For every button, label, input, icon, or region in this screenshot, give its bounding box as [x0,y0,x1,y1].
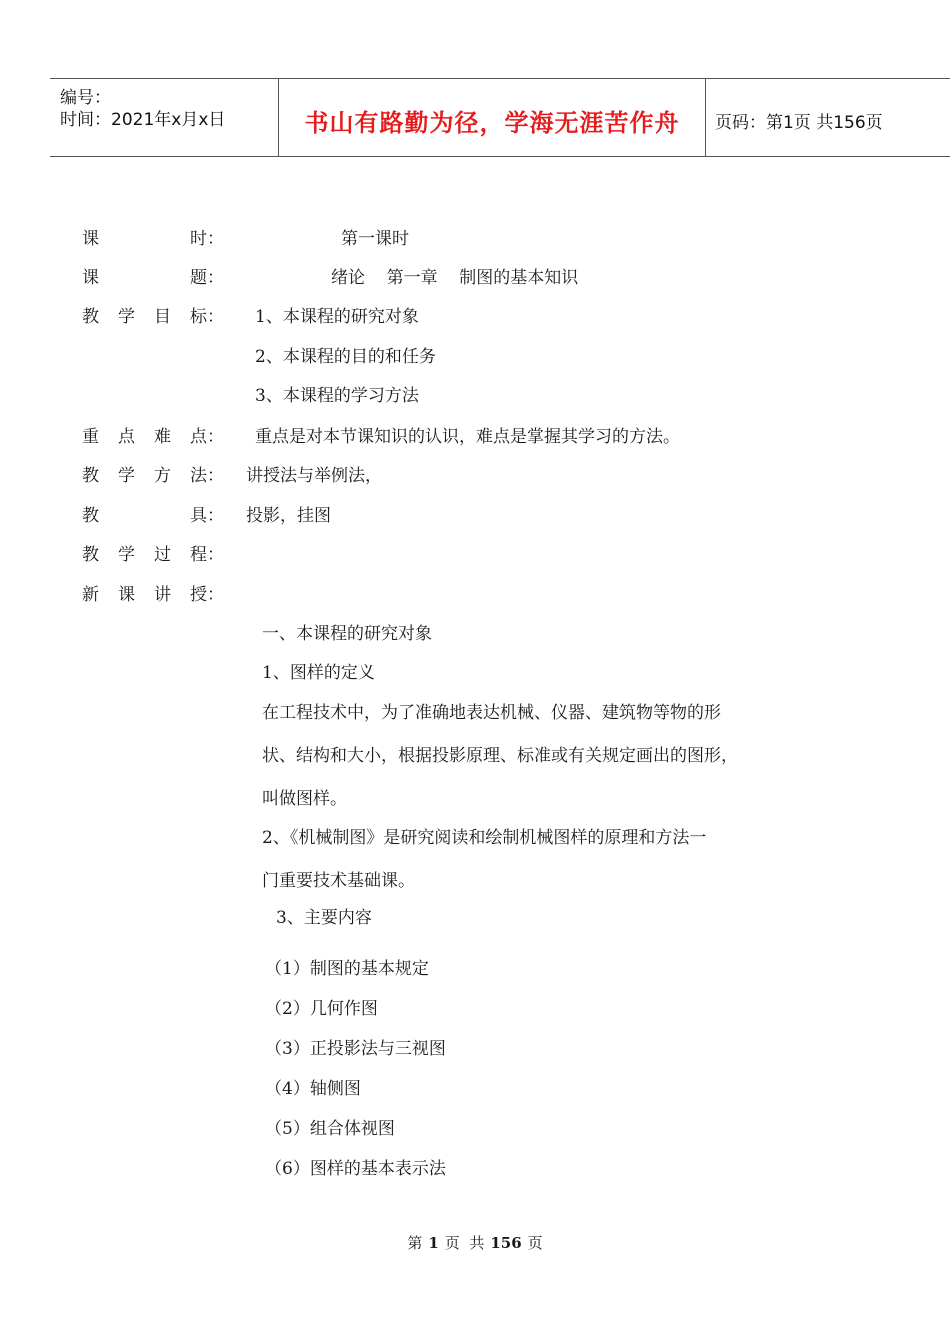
motto: 书山有路勤为径，学海无涯苦作舟 [304,109,680,137]
footer-mid: 页 共 [444,1234,485,1252]
field-label-key-points [82,426,224,448]
label-char: 教 [82,506,99,526]
field-value-class-hour: 第一课时 [341,229,409,249]
field-label-tools [82,505,224,527]
label-char: 新 [82,585,99,605]
page-header [50,78,950,157]
label-char: 课 [118,585,135,605]
label-char: 程： [190,545,224,565]
label-char: 课 [82,229,99,249]
objective-2: 2、本课程的目的和任务 [255,347,436,367]
page-footer [0,1232,950,1253]
serial-label: 编号： [60,88,111,108]
header-left-cell [50,79,278,156]
field-value-methods: 讲授法与举例法， [246,466,382,486]
field-label-topic [82,267,224,289]
header-motto-cell [278,79,706,156]
footer-suffix: 页 [527,1234,543,1252]
label-char: 学 [118,307,135,327]
field-label-new-lesson [82,584,224,606]
label-char: 重 [82,427,99,447]
label-char: 教 [82,545,99,565]
label-char: 题： [190,268,224,288]
content-item: （4）轴侧图 [265,1079,361,1099]
label-char: 目 [154,307,171,327]
item1-title: 1、图样的定义 [262,663,375,683]
label-char: 时： [190,229,224,249]
label-char: 具： [190,506,224,526]
content-item: （2）几何作图 [265,999,378,1019]
label-char: 难 [154,427,171,447]
label-char: 教 [82,466,99,486]
content-item: （1）制图的基本规定 [265,959,429,979]
footer-total-pages: 156 [490,1234,522,1252]
item1-line: 叫做图样。 [262,789,347,809]
label-char: 课 [82,268,99,288]
item2-line: 门重要技术基础课。 [262,871,415,891]
label-char: 点 [118,427,135,447]
page-info: 页码：第1页 共156页 [715,113,883,133]
label-char: 授： [190,585,224,605]
footer-prefix: 第 [407,1234,423,1252]
objective-3: 3、本课程的学习方法 [255,386,419,406]
content-item: （3）正投影法与三视图 [265,1039,446,1059]
field-label-class-hour [82,228,224,250]
label-char: 方 [154,466,171,486]
label-char: 学 [118,466,135,486]
content-item: （6）图样的基本表示法 [265,1159,446,1179]
label-char: 法： [190,466,224,486]
field-value-topic: 绪论 第一章 制图的基本知识 [331,268,579,288]
footer-page-number: 1 [428,1234,439,1252]
field-label-objectives [82,306,224,328]
item1-line: 状、结构和大小，根据投影原理、标准或有关规定画出的图形， [262,746,738,766]
item3-title: 3、主要内容 [276,908,372,928]
header-page-cell [705,79,950,156]
field-label-methods [82,465,224,487]
label-char: 教 [82,307,99,327]
field-value-tools: 投影，挂图 [246,506,331,526]
content-item: （5）组合体视图 [265,1119,395,1139]
label-char: 过 [154,545,171,565]
label-char: 标： [190,307,224,327]
item2-line: 2、《机械制图》是研究阅读和绘制机械图样的原理和方法一 [262,828,707,848]
field-value-key-points: 重点是对本节课知识的认识，难点是掌握其学习的方法。 [255,427,680,447]
label-char: 讲 [154,585,171,605]
section-title: 一、本课程的研究对象 [262,624,432,644]
objective-1: 1、本课程的研究对象 [255,307,419,327]
field-label-process [82,544,224,566]
time-label: 时间：2021年x月x日 [60,110,226,130]
label-char: 点： [190,427,224,447]
label-char: 学 [118,545,135,565]
item1-line: 在工程技术中，为了准确地表达机械、仪器、建筑物等物的形 [262,703,721,723]
